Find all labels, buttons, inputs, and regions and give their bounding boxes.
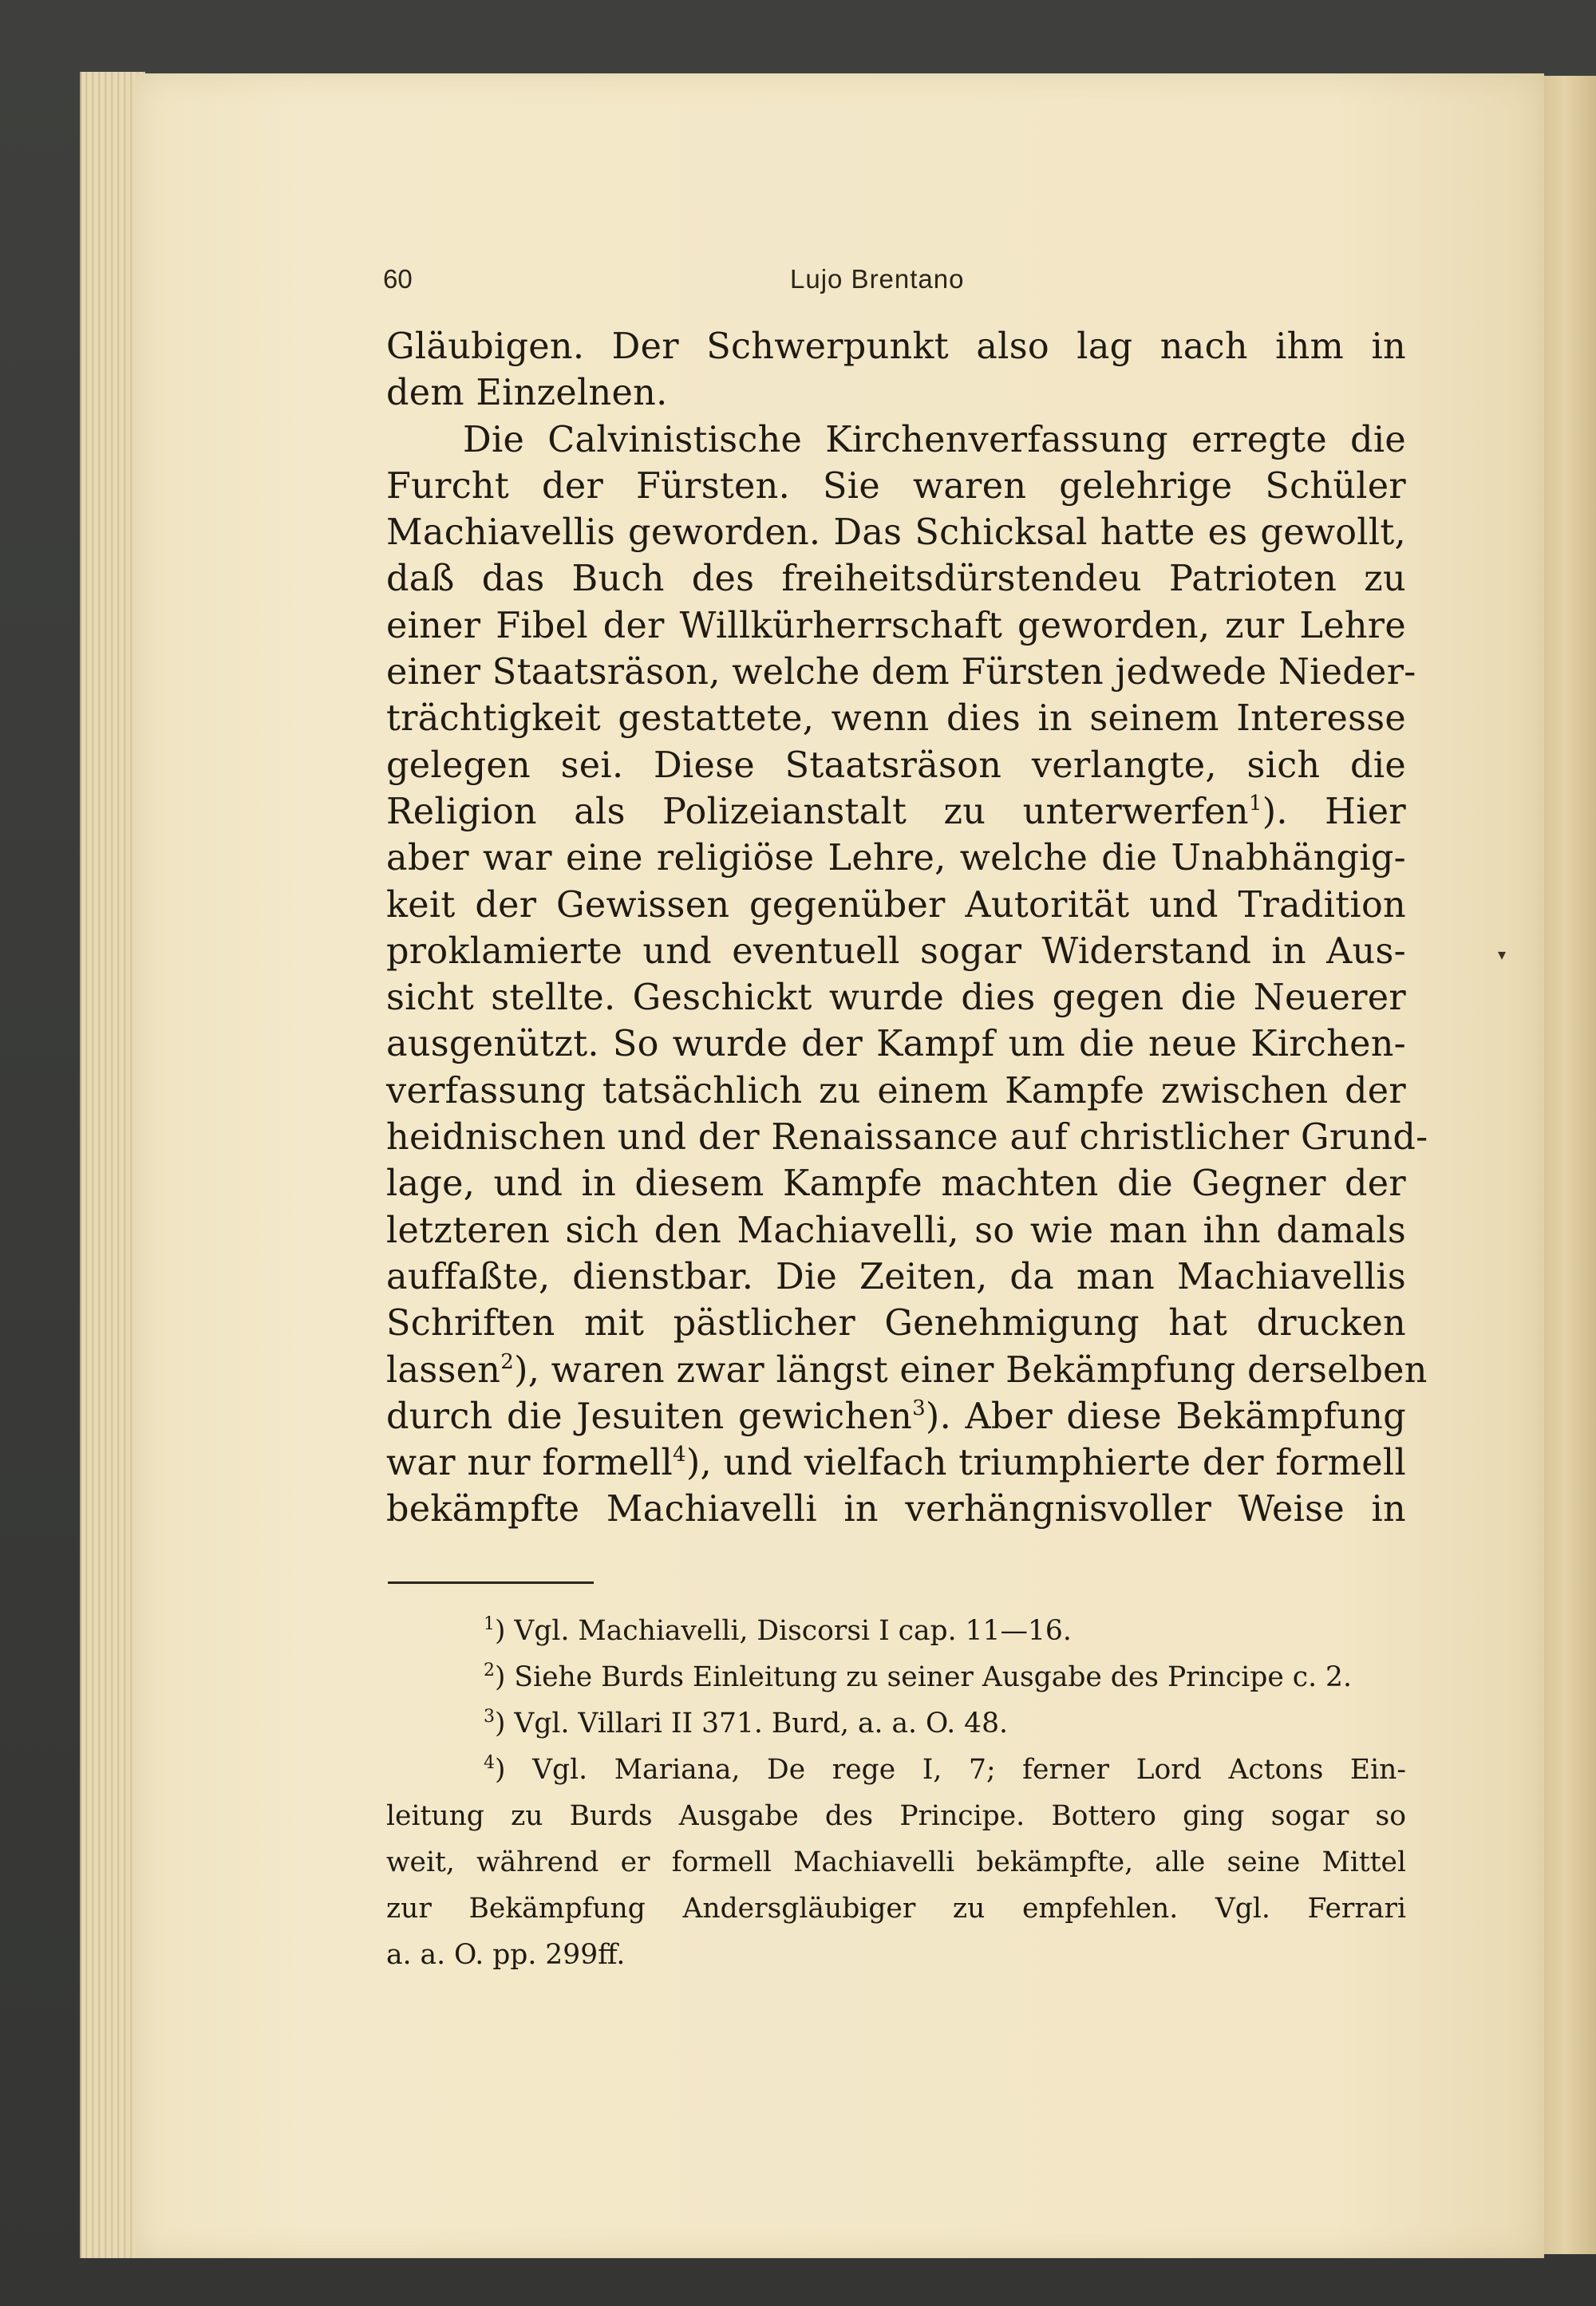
footnote-text-line: zur Bekämpfung Andersgläubiger zu empfehlen. Vgl. Ferrari	[386, 1893, 1406, 1925]
text-line: einer Staatsräson, welche dem Fürsten jedwede Nieder-	[386, 652, 1416, 693]
footnote-ref: 3	[912, 1396, 926, 1420]
footnote-text: ) Vgl. Machiavelli, Discorsi I cap. 11—16.	[495, 1615, 1072, 1647]
text-line: ausgenützt. So wurde der Kampf um die neue Kirchen-	[386, 1024, 1406, 1065]
footnote-text-line: weit, während er formell Machiavelli bekämpfte, alle seine Mittel	[386, 1846, 1406, 1878]
text-line: bekämpfte Machiavelli in verhängnisvoller Weise in	[386, 1489, 1406, 1530]
footnote-rule	[388, 1581, 594, 1584]
text-line: letzteren sich den Machiavelli, so wie man ihn damals	[386, 1210, 1406, 1251]
text-line: trächtigkeit gestattete, wenn dies in seinem Interesse	[386, 698, 1406, 740]
text-line: auffaßte, dienstbar. Die Zeiten, da man Machiavellis	[386, 1256, 1406, 1297]
text-line	[386, 1348, 1428, 1394]
text-line: lage, und in diesem Kampfe machten die Gegner der	[386, 1163, 1406, 1205]
footnote-ref: 2	[500, 1349, 515, 1374]
text-line: sicht stellte. Geschickt wurde dies gegen die Neuerer	[386, 977, 1406, 1019]
text-line: heidnischen und der Renaissance auf christlicher Grund-	[386, 1117, 1428, 1159]
text-line: gelegen sei. Diese Staatsräson verlangte, sich die	[386, 744, 1406, 786]
running-head: Lujo Brentano	[790, 264, 965, 294]
text-line: aber war eine religiöse Lehre, welche die Unabhängig-	[386, 838, 1406, 879]
footnote-text: ) Siehe Burds Einleitung zu seiner Ausgabe des Principe c. 2.	[495, 1661, 1352, 1693]
footnote-1	[386, 1608, 1406, 1654]
text-line: Furcht der Fürsten. Sie waren gelehrige Schüler	[386, 465, 1406, 507]
text-line: verfassung tatsächlich zu einem Kampfe zwischen der	[386, 1070, 1406, 1112]
footnote-text-line: a. a. O. pp. 299ff.	[386, 1939, 626, 1971]
footnote-marker: 4	[484, 1753, 495, 1773]
footnote-text: ) Vgl. Mariana, De rege I, 7; ferner Lord Actons Ein-	[495, 1754, 1406, 1786]
margin-mark-icon: ▾	[1498, 945, 1507, 964]
text-segment: lassen	[386, 1349, 501, 1391]
facing-page-edge	[1544, 76, 1596, 2254]
text-segment: ). Aber diese Bekämpfung	[925, 1396, 1406, 1437]
footnote-2	[386, 1654, 1406, 1700]
text-line: einer Fibel der Willkürherrschaft geworden, zur Lehre	[386, 605, 1406, 646]
text-line: daß das Buch des freiheitsdürstendeu Patrioten zu	[386, 559, 1406, 600]
footnote-marker: 1	[484, 1614, 495, 1634]
footnote-4	[386, 1747, 1406, 1793]
text-segment: Religion als Polizeianstalt zu unterwerfen	[386, 791, 1249, 832]
text-line: Die Calvinistische Kirchenverfassung erregte die	[463, 419, 1406, 460]
footnote-marker: 2	[484, 1660, 495, 1680]
footnote-3	[386, 1700, 1406, 1747]
text-line: Schriften mit pästlicher Genehmigung hat drucken	[386, 1303, 1406, 1345]
text-segment: ), waren zwar längst einer Bekämpfung derselben	[514, 1349, 1428, 1391]
footnotes	[386, 1608, 1406, 1978]
body-text	[386, 324, 1428, 1534]
text-line	[386, 1440, 1406, 1487]
text-line	[386, 789, 1406, 835]
text-segment: durch die Jesuiten gewichen	[386, 1396, 913, 1437]
footnote-ref: 4	[673, 1443, 686, 1467]
footnote-text-line: leitung zu Burds Ausgabe des Principe. Bottero ging sogar so	[386, 1800, 1406, 1832]
page-number: 60	[383, 264, 413, 294]
text-line: Gläubigen. Der Schwerpunkt also lag nach ihm in	[386, 326, 1406, 367]
text-line: Machiavellis geworden. Das Schicksal hatte es gewollt,	[386, 512, 1406, 554]
text-segment: war nur formell	[386, 1443, 674, 1484]
text-line: proklamierte und eventuell sogar Widerstand in Aus-	[386, 930, 1406, 972]
text-line	[386, 1394, 1406, 1440]
page-header	[383, 259, 1404, 299]
footnote-text: ) Vgl. Villari II 371. Burd, a. a. O. 48.	[495, 1708, 1009, 1739]
text-line: keit der Gewissen gegenüber Autorität und Tradition	[386, 884, 1406, 926]
footnote-ref: 1	[1248, 791, 1262, 815]
footnote-marker: 3	[484, 1707, 495, 1727]
text-segment: ), und vielfach triumphierte der formell	[685, 1443, 1406, 1484]
text-line: dem Einzelnen.	[386, 373, 668, 414]
text-segment: ). Hier	[1262, 791, 1406, 832]
